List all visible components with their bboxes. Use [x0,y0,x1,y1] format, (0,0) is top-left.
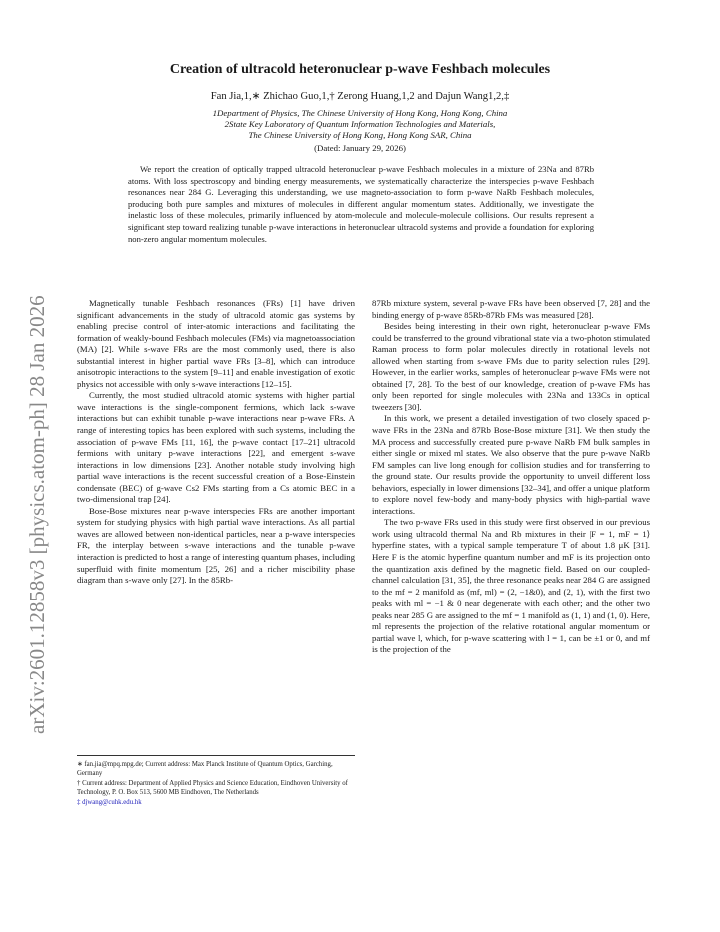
arxiv-identifier-svg [12,236,60,736]
arxiv-identifier [12,236,60,736]
affiliation-line: 1Department of Physics, The Chinese University of Hong Kong, Hong Kong, China [212,108,508,118]
affiliation-line: The Chinese University of Hong Kong, Hong Kong SAR, China [248,130,472,140]
affiliation-line: 2State Key Laboratory of Quantum Information Technologies and Materials, [224,119,496,129]
paper-title: Creation of ultracold heteronuclear p-wave Feshbach molecules [169,62,551,77]
affiliations [100,108,620,141]
body-paragraph: Besides being interesting in their own right, heteronuclear p-wave FMs could be transferred to the ground vibrational state via a two-photon stimulated Raman process to form polar molecules directly in rotational levels not allowed when starting from s-wave FMs due to parity selection rules [29]. However, in the earlier works, samples of heteronuclear p-wave FMs were not obtained [7, 28]. To the best of our knowledge, creation of p-wave FMs has only been reported for single molecules with 23Na and 133Cs in optical tweezers [30]. [372,321,650,412]
body-paragraph: Magnetically tunable Feshbach resonances (FRs) [1] have driven significant advancements in the study of ultracold atomic gas systems by enabling precise control of inter-atomic interactions and facilitating the formation of weakly-bound Feshbach molecules (FMs) via magnetoassociation (MA) [2]. While s-wave FRs are the most commonly used, there is also substantial interest in higher partial wave FRs [3–8], which can introduce anisotropic interactions to the system [9–11] and enable investigation of exotic physics not accessible with only s-wave interactions [12–15]. [77,298,355,389]
body-paragraph: The two p-wave FRs used in this study were first observed in our previous work using ultracold thermal Na and Rb mixtures in their |F = 1, mF = 1⟩ hyperfine states, with a typical sample temperature T of about 1.8 μK [31]. Here F is the atomic hyperfine quantum number and mF is its projection onto the quantization axis defined by the magnetic field. Based on our coupled-channel calculation [31, 35], the three resonance peaks near 284 G are assigned to the mf = 2 manifold as (mf, ml) = (2, −1&0), and (2, 1), with the first two peaks with ml = −1 & 0 near degenerate with each other; and the other two peaks near 285 G are assigned to the mf = 1 manifold as (1, 1) and (1, 0). Here, ml represents the projection of the relative rotational angular momentum or partial wave l, which, for p-wave scattering with l = 1, can be ±1 or 0, and mf is the projection of the [372,517,650,655]
body-paragraph: Currently, the most studied ultracold atomic systems with higher partial wave interactions is the single-component fermions, which lack s-wave interactions but can exhibit tunable p-wave interactions near p-wave FRs. A range of interesting topics has been explored with such systems, including the association of p-wave FMs [11, 16], the p-wave contact [17–21] ultracold fermions with unitary p-wave interactions [22], and emergent s-wave interactions in low dimensions [23]. Another notable study involving high partial wave interactions is the recent successful creation of a Bose-Einstein condensate (BEC) of g-wave Cs2 FMs starting from a Cs atomic BEC in a two-dimensional trap [24]. [77,390,355,505]
body-paragraph: In this work, we present a detailed investigation of two closely spaced p-wave FRs in the 23Na and 87Rb Bose-Bose mixture [31]. We then study the MA process and successfully created pure p-wave NaRb FM bulk samples in either single or mixed ml states. We also observe that the pure p-wave NaRb FM samples can live long enough for collision studies and for transferring to the ground state. Our results provide the opportunity to unveil different loss behaviors, especially in lower dimensions [32–34], and offer a unique platform to explore novel few-body and many-body physics with high-partial wave interactions. [372,413,650,516]
dated-line: (Dated: January 29, 2026) [314,143,406,153]
abstract: We report the creation of optically trapped ultracold heteronuclear p-wave Feshbach molecules in a mixture of 23Na and 87Rb atoms. With loss spectroscopy and binding energy measurements, we systematically characterize the interspecies p-wave Feshbach resonances near 284 G. Leveraging this understanding, we use magneto-association to form p-wave NaRb Feshbach molecules, producing both pure samples and mixtures of molecules in different angular momentum states. Additionally, we investigate the inelastic loss of these molecules, primarily influenced by atom-molecule and molecule-molecule collisions. Our results represent a significant step toward realizing tunable p-wave interactions in heteronuclear ultracold systems and provide a foundation for exploring non-zero angular momentum molecules. [128,164,594,244]
arxiv-identifier-text: arXiv:2601.12858v3 [physics.atom-ph] 28 Jan 2026 [25,295,49,734]
left-column [77,298,355,587]
footnote: ∗ fan.jia@mpq.mpg.de; Current address: Max Planck Institute of Quantum Optics, Garching, Germany [77,761,333,777]
footnote-email-link[interactable]: ‡ djwang@cuhk.edu.hk [77,799,142,806]
footnote: † Current address: Department of Applied Physics and Science Education, Eindhoven University of Technology, P. O. Box 513, 5600 MB Eindhoven, The Netherlands [77,780,348,796]
right-column [372,298,650,656]
body-paragraph: 87Rb mixture system, several p-wave FRs have been observed [7, 28] and the binding energy of p-wave 85Rb-87Rb FMs was measured [28]. [372,298,650,320]
author-list: Fan Jia,1,∗ Zhichao Guo,1,† Zerong Huang,1,2 and Dajun Wang1,2,‡ [210,91,510,102]
body-paragraph: Bose-Bose mixtures near p-wave interspecies FRs are another important system for studying physics with high partial wave interactions. As all partial waves are allowed between non-identical particles, near a p-wave interspecies FR, the interplay between s-wave interactions and the tunable p-wave interaction is predicted to host a range of interesting quantum phases, including superfluid with finite momentum [25, 26] and a richer miscibility phase diagram than s-wave only [27]. In the 85Rb- [77,505,355,586]
footnotes [77,755,355,808]
